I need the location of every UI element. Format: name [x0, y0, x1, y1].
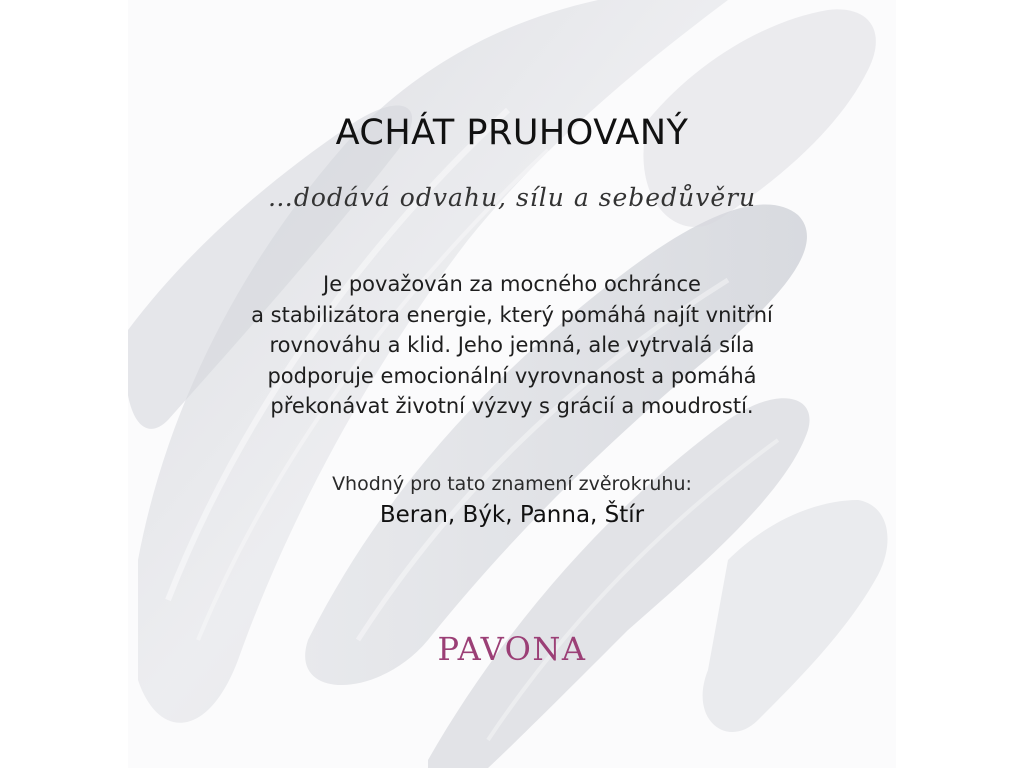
description-line: rovnováhu a klid. Jeho jemná, ale vytrvalá síla: [269, 333, 755, 357]
product-card: [128, 0, 896, 768]
zodiac-signs: Beran, Býk, Panna, Štír: [379, 502, 645, 528]
zodiac-intro: Vhodný pro tato znamení zvěrokruhu:: [332, 473, 692, 495]
description-line: a stabilizátora energie, který pomáhá najít vnitřní: [251, 302, 773, 327]
tagline: …dodává odvahu, sílu a sebedůvěru: [267, 183, 757, 212]
card-content: [128, 0, 896, 768]
description-line: podporuje emocionální vyrovnanost a pomáhá: [267, 363, 757, 388]
product-title: ACHÁT PRUHOVANÝ: [335, 113, 689, 153]
description-line: překonávat životní výzvy s grácií a moudrostí.: [270, 394, 754, 418]
description-line: Je považován za mocného ochránce: [323, 272, 701, 296]
description: [192, 269, 832, 422]
brand-logo: PAVONA: [437, 630, 587, 668]
